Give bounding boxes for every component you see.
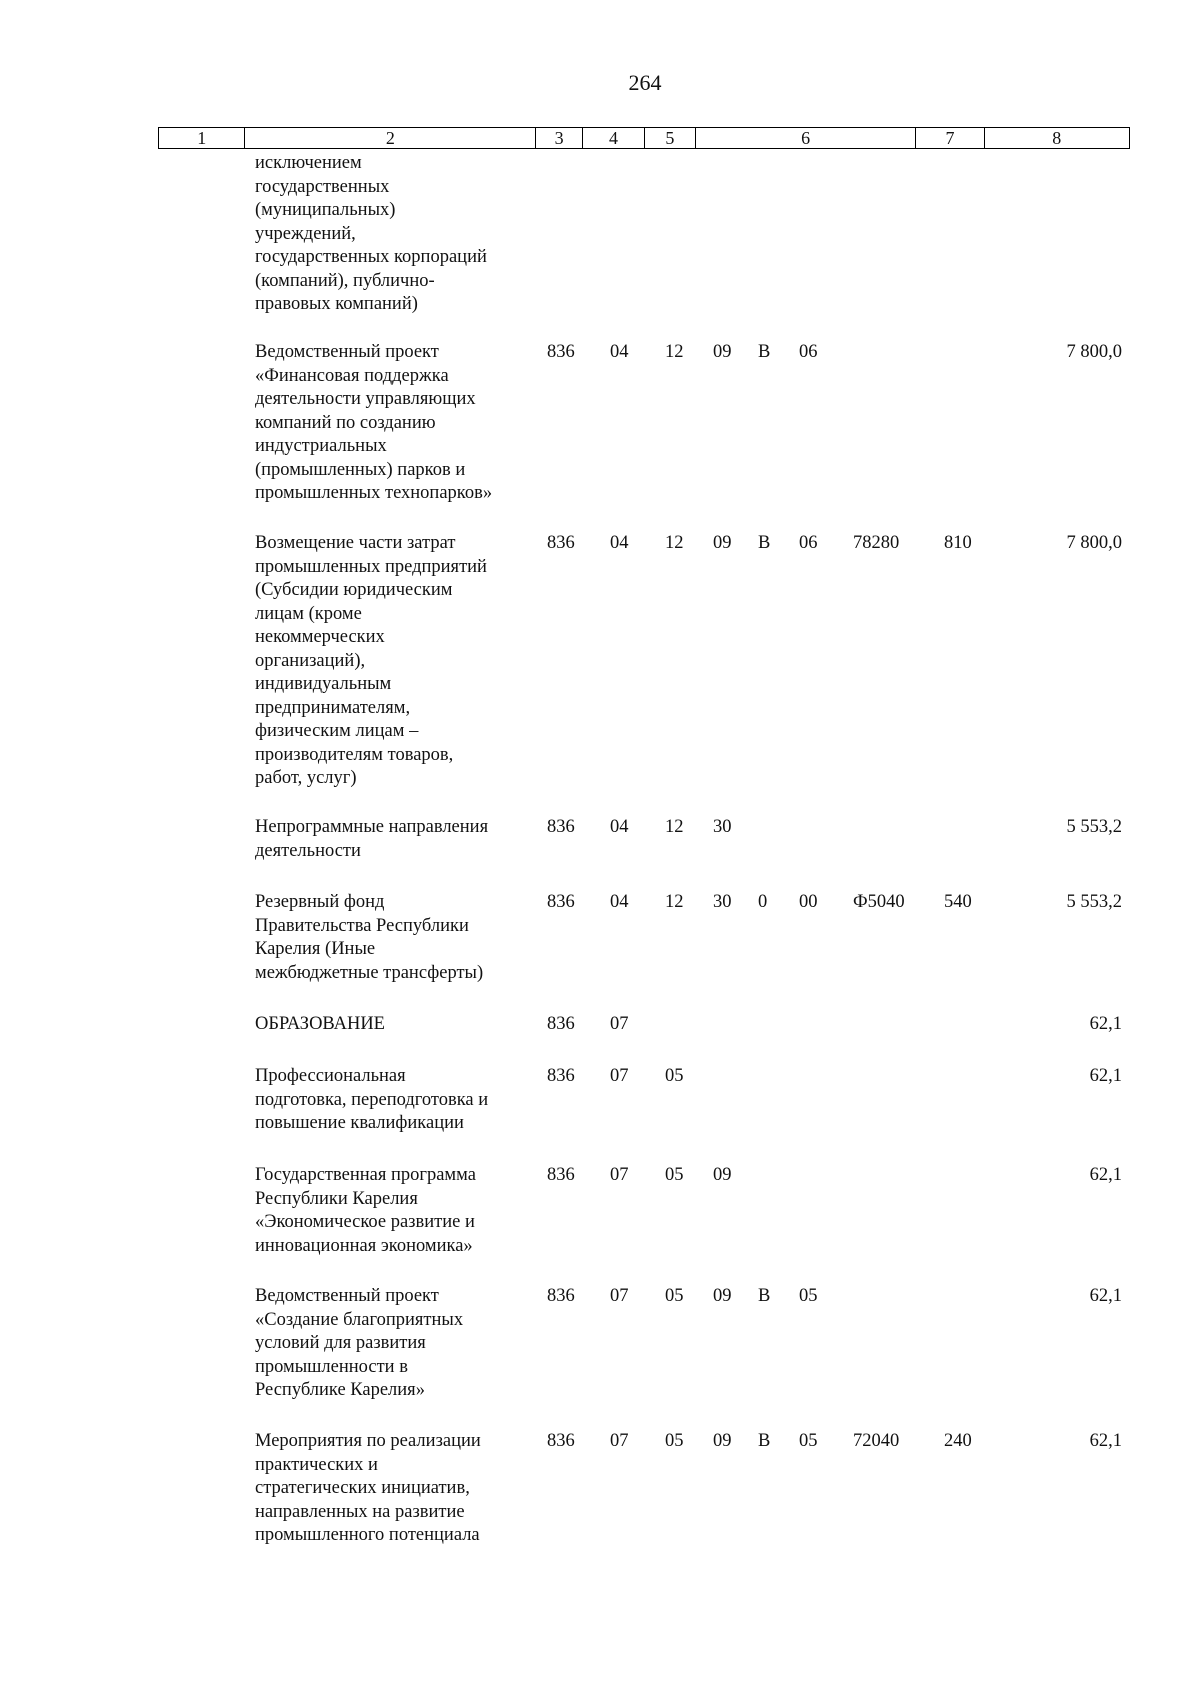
cell-razdel: 04: [610, 342, 629, 362]
cell-razdel: 07: [610, 1431, 629, 1451]
cell-sum: 62,1: [1089, 1165, 1122, 1185]
header-col-7: 7: [916, 128, 984, 149]
cell-cs-program: 09: [713, 1431, 732, 1451]
cell-cs-program: 09: [713, 342, 732, 362]
cell-ved: 836: [547, 342, 575, 362]
row-name: Возмещение части затрат промышленных предприятий (Субсидии юридическим лицам (кроме некоммерческих организаций), индивидуальным предпринимателям, физическим лицам – производителям товаров, работ, услуг): [255, 533, 487, 788]
cell-razdel: 07: [610, 1286, 629, 1306]
header-row: [159, 128, 1130, 149]
cell-cs-program: 09: [713, 533, 732, 553]
cell-sum: 62,1: [1089, 1431, 1122, 1451]
cell-podrazdel: 05: [665, 1431, 684, 1451]
column-header-table: [158, 127, 1130, 149]
cell-ved: 836: [547, 817, 575, 837]
cell-cs-event: 05: [799, 1431, 818, 1451]
row-name: Профессиональная подготовка, переподготовка и повышение квалификации: [255, 1066, 489, 1133]
row-name: ОБРАЗОВАНИЕ: [255, 1014, 385, 1034]
cell-expense-type: 540: [944, 892, 972, 912]
row-name: Государственная программа Республики Карелия «Экономическое развитие и инновационная экономика»: [255, 1165, 476, 1256]
cell-sum: 5 553,2: [1066, 817, 1122, 837]
cell-podrazdel: 12: [665, 342, 684, 362]
cell-ved: 836: [547, 1286, 575, 1306]
header-col-3: 3: [536, 128, 583, 149]
cell-cs-event: 06: [799, 342, 818, 362]
cell-razdel: 07: [610, 1165, 629, 1185]
cell-razdel: 04: [610, 892, 629, 912]
header-col-5: 5: [644, 128, 695, 149]
cell-cs-direction: Ф5040: [853, 892, 905, 912]
cell-ved: 836: [547, 892, 575, 912]
cell-ved: 836: [547, 1066, 575, 1086]
cell-cs-program: 09: [713, 1286, 732, 1306]
cell-cs-program: 30: [713, 892, 732, 912]
row-name: Ведомственный проект «Финансовая поддержка деятельности управляющих компаний по созданию индустриальных (промышленных) парков и промышленных технопарков»: [255, 342, 493, 503]
cell-expense-type: 240: [944, 1431, 972, 1451]
row-name: Ведомственный проект «Создание благоприятных условий для развития промышленности в Республике Карелия»: [255, 1286, 464, 1400]
cell-cs-event: 00: [799, 892, 818, 912]
cell-cs-program: 30: [713, 817, 732, 837]
cell-sum: 7 800,0: [1066, 342, 1122, 362]
header-col-2: 2: [245, 128, 536, 149]
cell-ved: 836: [547, 533, 575, 553]
cell-podrazdel: 12: [665, 533, 684, 553]
cell-razdel: 04: [610, 817, 629, 837]
cell-cs-event: 06: [799, 533, 818, 553]
cell-cs-type: В: [758, 533, 771, 553]
header-col-6: 6: [695, 128, 916, 149]
header-col-1: 1: [159, 128, 245, 149]
cell-podrazdel: 05: [665, 1066, 684, 1086]
cell-podrazdel: 05: [665, 1165, 684, 1185]
row-name: Непрограммные направления деятельности: [255, 817, 489, 861]
cell-cs-type: В: [758, 1286, 771, 1306]
cell-cs-event: 05: [799, 1286, 818, 1306]
cell-cs-program: 09: [713, 1165, 732, 1185]
cell-sum: 62,1: [1089, 1014, 1122, 1034]
cell-cs-direction: 72040: [853, 1431, 900, 1451]
cell-cs-direction: 78280: [853, 533, 900, 553]
page-number: 264: [628, 70, 662, 95]
cell-ved: 836: [547, 1014, 575, 1034]
cell-cs-type: В: [758, 342, 771, 362]
header-col-8: 8: [984, 128, 1129, 149]
cell-sum: 62,1: [1089, 1286, 1122, 1306]
cell-podrazdel: 12: [665, 817, 684, 837]
cell-cs-type: 0: [758, 892, 768, 912]
cell-razdel: 04: [610, 533, 629, 553]
row-name: Резервный фонд Правительства Республики Карелия (Иные межбюджетные трансферты): [255, 892, 484, 983]
cell-sum: 7 800,0: [1066, 533, 1122, 553]
cell-podrazdel: 12: [665, 892, 684, 912]
cell-sum: 5 553,2: [1066, 892, 1122, 912]
header-col-4: 4: [582, 128, 644, 149]
cell-sum: 62,1: [1089, 1066, 1122, 1086]
row-name: Мероприятия по реализации практических и стратегических инициатив, направленных на развитие промышленного потенциала: [255, 1431, 481, 1545]
cell-expense-type: 810: [944, 533, 972, 553]
cell-razdel: 07: [610, 1014, 629, 1034]
cell-cs-type: В: [758, 1431, 771, 1451]
cell-ved: 836: [547, 1165, 575, 1185]
cell-ved: 836: [547, 1431, 575, 1451]
row-name: исключением государственных (муниципальных) учреждений, государственных корпораций (компаний), публично- правовых компаний): [255, 153, 487, 314]
cell-podrazdel: 05: [665, 1286, 684, 1306]
cell-razdel: 07: [610, 1066, 629, 1086]
